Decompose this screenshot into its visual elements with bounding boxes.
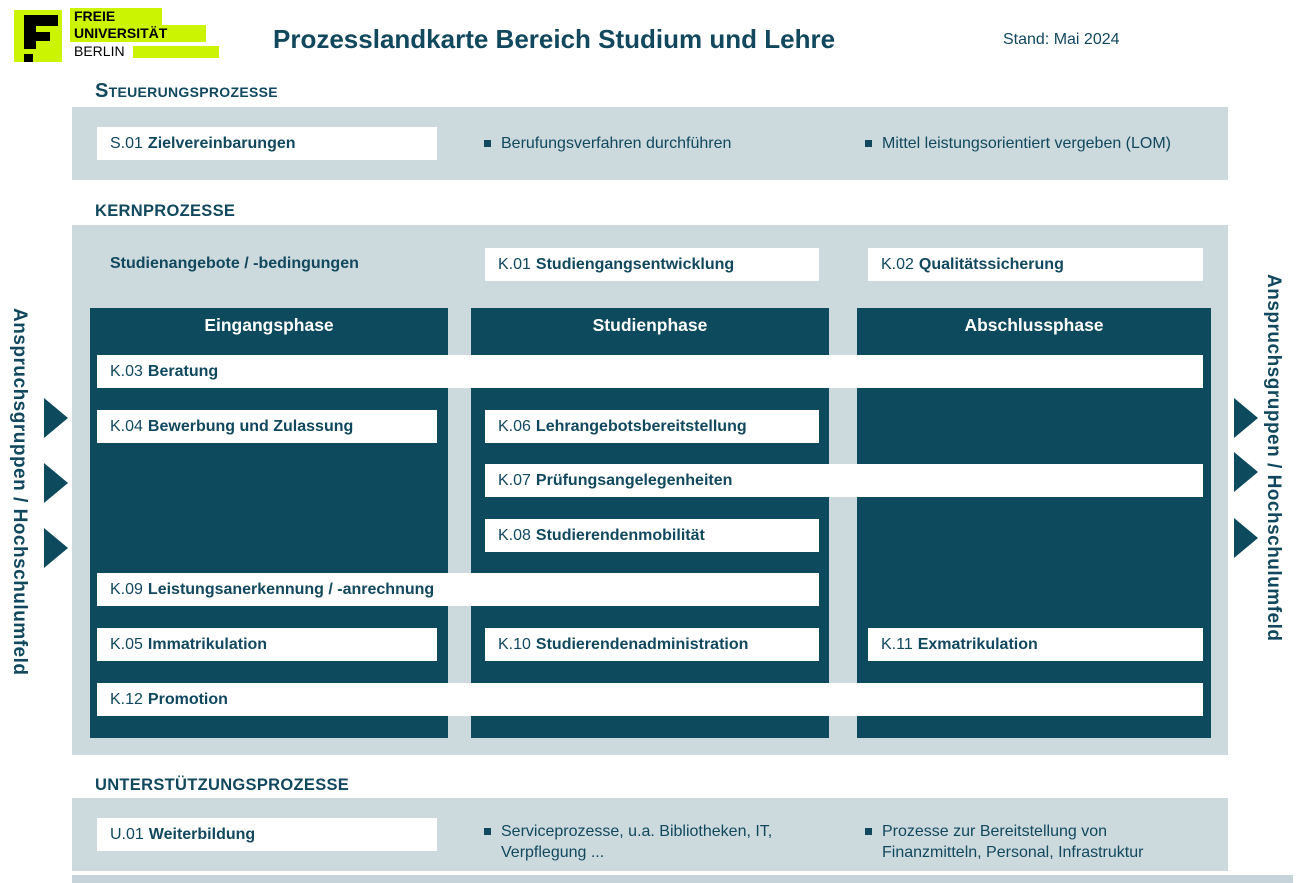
process-name: Studierendenadministration bbox=[535, 635, 749, 653]
logo-line-universitaet: UNIVERSITÄT bbox=[70, 25, 206, 42]
logo-line-freie: FREIE bbox=[70, 8, 162, 25]
process-name: Prüfungsangelegenheiten bbox=[535, 471, 733, 489]
process-code: K.01 bbox=[498, 255, 531, 273]
process-box-k02 bbox=[868, 248, 1203, 281]
process-code: K.03 bbox=[110, 362, 143, 380]
process-box-k07 bbox=[485, 464, 1203, 497]
phase-title: Abschlussphase bbox=[964, 315, 1104, 335]
process-name: Bewerbung und Zulassung bbox=[147, 417, 354, 435]
bullet-text: Serviceprozesse, u.a. Bibliotheken, IT, Verpflegung ... bbox=[501, 823, 773, 861]
left-stakeholder-label: Anspruchsgruppen / Hochschulumfeld bbox=[9, 308, 30, 676]
logo-line-berlin: BERLIN bbox=[74, 43, 125, 59]
bullet-text: Prozesse zur Bereitstellung von Finanzmitteln, Personal, Infrastruktur bbox=[882, 823, 1144, 861]
process-box-u01 bbox=[97, 818, 437, 851]
fu-berlin-logo bbox=[14, 8, 224, 66]
process-box-k06 bbox=[485, 410, 819, 443]
square-bullet-icon bbox=[865, 828, 872, 835]
process-code: U.01 bbox=[110, 825, 144, 843]
square-bullet-icon bbox=[865, 140, 872, 147]
heading-unterstuetzungsprozesse: UNTERSTÜTZUNGSPROZESSE bbox=[95, 776, 350, 794]
process-box-k12 bbox=[97, 683, 1203, 716]
process-name: Leistungsanerkennung / -anrechnung bbox=[147, 580, 435, 598]
process-box-k08 bbox=[485, 519, 819, 552]
left-arrow-icon bbox=[44, 463, 68, 503]
bullet-text: Berufungsverfahren durchführen bbox=[501, 135, 732, 152]
process-box-k03 bbox=[97, 355, 1203, 388]
process-code: K.08 bbox=[498, 526, 531, 544]
process-code: K.10 bbox=[498, 635, 531, 653]
process-name: Lehrangebotsbereitstellung bbox=[535, 417, 747, 435]
steuerung-bullet-1 bbox=[484, 133, 814, 154]
process-code: K.05 bbox=[110, 635, 143, 653]
studienangebote-label: Studienangebote / -bedingungen bbox=[110, 255, 359, 272]
heading-steuerungsprozesse: Steuerungsprozesse bbox=[95, 80, 278, 102]
left-arrow-icon bbox=[44, 528, 68, 568]
process-name: Promotion bbox=[147, 690, 228, 708]
process-name: Studiengangsentwicklung bbox=[535, 255, 735, 273]
phase-title: Studienphase bbox=[592, 315, 708, 335]
process-code: K.02 bbox=[881, 255, 914, 273]
right-arrow-icon bbox=[1234, 518, 1258, 558]
process-name: Qualitätssicherung bbox=[918, 255, 1064, 273]
process-code: K.09 bbox=[110, 580, 143, 598]
process-name: Immatrikulation bbox=[147, 635, 268, 653]
process-box-k09 bbox=[97, 573, 819, 606]
process-box-k01 bbox=[485, 248, 819, 281]
page-title: Prozesslandkarte Bereich Studium und Lehre bbox=[273, 24, 836, 54]
fu-logo-f-icon bbox=[14, 10, 62, 62]
process-box-k10 bbox=[485, 628, 819, 661]
heading-kernprozesse: KERNPROZESSE bbox=[95, 202, 236, 220]
process-code: K.12 bbox=[110, 690, 143, 708]
process-box-k04 bbox=[97, 410, 437, 443]
process-name: Weiterbildung bbox=[148, 825, 256, 843]
process-code: K.11 bbox=[881, 635, 913, 653]
process-code: S.01 bbox=[110, 134, 143, 152]
square-bullet-icon bbox=[484, 828, 491, 835]
process-name: Beratung bbox=[147, 362, 219, 380]
unterstuetzung-bullet-1 bbox=[484, 821, 789, 863]
right-stakeholder-label: Anspruchsgruppen / Hochschulumfeld bbox=[1263, 274, 1284, 642]
logo-green-bar bbox=[133, 46, 219, 58]
right-arrow-icon bbox=[1234, 398, 1258, 438]
process-box-s01 bbox=[97, 127, 437, 160]
square-bullet-icon bbox=[484, 140, 491, 147]
steuerung-bullet-2 bbox=[865, 133, 1210, 154]
process-code: K.04 bbox=[110, 417, 143, 435]
process-name: Zielvereinbarungen bbox=[147, 134, 296, 152]
process-code: K.06 bbox=[498, 417, 531, 435]
process-box-k11 bbox=[868, 628, 1203, 661]
right-arrow-icon bbox=[1234, 452, 1258, 492]
process-name: Exmatrikulation bbox=[917, 635, 1038, 653]
bullet-text: Mittel leistungsorientiert vergeben (LOM) bbox=[882, 135, 1172, 152]
left-arrow-icon bbox=[44, 398, 68, 438]
bottom-band-edge bbox=[72, 875, 1293, 883]
version-date: Stand: Mai 2024 bbox=[1003, 31, 1120, 48]
unterstuetzung-bullet-2 bbox=[865, 821, 1175, 863]
process-code: K.07 bbox=[498, 471, 531, 489]
phase-title: Eingangsphase bbox=[204, 315, 334, 335]
process-box-k05 bbox=[97, 628, 437, 661]
process-name: Studierendenmobilität bbox=[535, 526, 705, 544]
fu-logo-wordmark bbox=[70, 8, 219, 60]
